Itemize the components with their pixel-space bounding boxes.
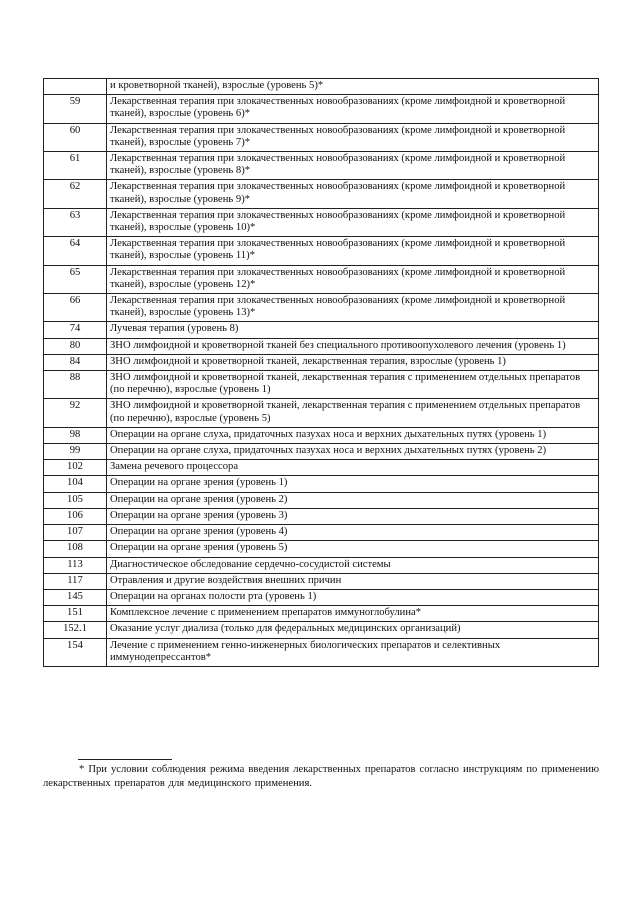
row-description: Лекарственная терапия при злокачественных новообразованиях (кроме лимфоидной и кроветворной тканей), взрослые (уровень 8)*	[107, 152, 599, 180]
table-row	[44, 79, 599, 95]
row-number: 59	[44, 95, 107, 123]
row-number: 62	[44, 180, 107, 208]
medical-services-table	[43, 78, 599, 667]
row-number: 66	[44, 294, 107, 322]
row-description: Лекарственная терапия при злокачественных новообразованиях (кроме лимфоидной и кроветворной тканей), взрослые (уровень 13)*	[107, 294, 599, 322]
row-number: 154	[44, 638, 107, 666]
row-description: Диагностическое обследование сердечно-сосудистой системы	[107, 557, 599, 573]
row-description: Лекарственная терапия при злокачественных новообразованиях (кроме лимфоидной и кроветворной тканей), взрослые (уровень 7)*	[107, 123, 599, 151]
row-description: и кроветворной тканей), взрослые (уровень 5)*	[107, 79, 599, 95]
table-row	[44, 460, 599, 476]
row-description: Замена речевого процессора	[107, 460, 599, 476]
row-description: Операции на органе зрения (уровень 5)	[107, 541, 599, 557]
table-row	[44, 95, 599, 123]
row-description: Лечение с применением генно-инженерных биологических препаратов и селективных иммунодепрессантов*	[107, 638, 599, 666]
table-row	[44, 294, 599, 322]
row-number: 105	[44, 492, 107, 508]
table-row	[44, 338, 599, 354]
table-row	[44, 573, 599, 589]
table-row	[44, 322, 599, 338]
row-number: 107	[44, 525, 107, 541]
table-row	[44, 606, 599, 622]
row-number: 84	[44, 354, 107, 370]
table-row	[44, 152, 599, 180]
row-description: Лучевая терапия (уровень 8)	[107, 322, 599, 338]
row-description: Операции на органе зрения (уровень 1)	[107, 476, 599, 492]
table-body	[44, 79, 599, 667]
table-row	[44, 589, 599, 605]
row-description: ЗНО лимфоидной и кроветворной тканей, лекарственная терапия с применением отдельных препаратов (по перечню), взрослые (уровень 5)	[107, 399, 599, 427]
row-number: 99	[44, 444, 107, 460]
table-row	[44, 123, 599, 151]
table-row	[44, 622, 599, 638]
row-number: 108	[44, 541, 107, 557]
row-number: 102	[44, 460, 107, 476]
table-row	[44, 371, 599, 399]
row-description: ЗНО лимфоидной и кроветворной тканей без специального противоопухолевого лечения (уровень 1)	[107, 338, 599, 354]
row-description: Лекарственная терапия при злокачественных новообразованиях (кроме лимфоидной и кроветворной тканей), взрослые (уровень 6)*	[107, 95, 599, 123]
row-number: 104	[44, 476, 107, 492]
row-description: Операции на органе слуха, придаточных пазухах носа и верхних дыхательных путях (уровень 2)	[107, 444, 599, 460]
table-row	[44, 444, 599, 460]
row-description: Лекарственная терапия при злокачественных новообразованиях (кроме лимфоидной и кроветворной тканей), взрослые (уровень 10)*	[107, 208, 599, 236]
table-row	[44, 541, 599, 557]
row-number: 106	[44, 508, 107, 524]
row-description: ЗНО лимфоидной и кроветворной тканей, лекарственная терапия с применением отдельных препаратов (по перечню), взрослые (уровень 1)	[107, 371, 599, 399]
footnote-separator	[78, 759, 172, 760]
row-description: Оказание услуг диализа (только для федеральных медицинских организаций)	[107, 622, 599, 638]
row-number: 88	[44, 371, 107, 399]
table-row	[44, 237, 599, 265]
table-row	[44, 476, 599, 492]
row-number	[44, 79, 107, 95]
row-description: Лекарственная терапия при злокачественных новообразованиях (кроме лимфоидной и кроветворной тканей), взрослые (уровень 12)*	[107, 265, 599, 293]
table-row	[44, 399, 599, 427]
row-number: 92	[44, 399, 107, 427]
row-description: Операции на органе слуха, придаточных пазухах носа и верхних дыхательных путях (уровень 1)	[107, 427, 599, 443]
table-row	[44, 525, 599, 541]
row-number: 74	[44, 322, 107, 338]
row-description: Операции на органе зрения (уровень 3)	[107, 508, 599, 524]
table-row	[44, 638, 599, 666]
row-description: ЗНО лимфоидной и кроветворной тканей, лекарственная терапия, взрослые (уровень 1)	[107, 354, 599, 370]
row-number: 98	[44, 427, 107, 443]
row-description: Операции на органах полости рта (уровень 1)	[107, 589, 599, 605]
row-number: 145	[44, 589, 107, 605]
row-number: 152.1	[44, 622, 107, 638]
row-description: Лекарственная терапия при злокачественных новообразованиях (кроме лимфоидной и кроветворной тканей), взрослые (уровень 11)*	[107, 237, 599, 265]
row-number: 80	[44, 338, 107, 354]
row-number: 151	[44, 606, 107, 622]
row-number: 117	[44, 573, 107, 589]
row-description: Комплексное лечение с применением препаратов иммуноглобулина*	[107, 606, 599, 622]
table-row	[44, 208, 599, 236]
table-row	[44, 508, 599, 524]
table-row	[44, 557, 599, 573]
row-description: Лекарственная терапия при злокачественных новообразованиях (кроме лимфоидной и кроветворной тканей), взрослые (уровень 9)*	[107, 180, 599, 208]
footnote-text: * При условии соблюдения режима введения лекарственных препаратов согласно инструкциям по применению лекарственных препаратов для медицинского применения.	[43, 764, 599, 789]
table-row	[44, 265, 599, 293]
row-number: 63	[44, 208, 107, 236]
table-row	[44, 427, 599, 443]
row-number: 61	[44, 152, 107, 180]
row-number: 65	[44, 265, 107, 293]
row-number: 60	[44, 123, 107, 151]
table-row	[44, 180, 599, 208]
row-number: 64	[44, 237, 107, 265]
row-description: Отравления и другие воздействия внешних причин	[107, 573, 599, 589]
table-row	[44, 354, 599, 370]
table-row	[44, 492, 599, 508]
row-description: Операции на органе зрения (уровень 4)	[107, 525, 599, 541]
row-number: 113	[44, 557, 107, 573]
row-description: Операции на органе зрения (уровень 2)	[107, 492, 599, 508]
